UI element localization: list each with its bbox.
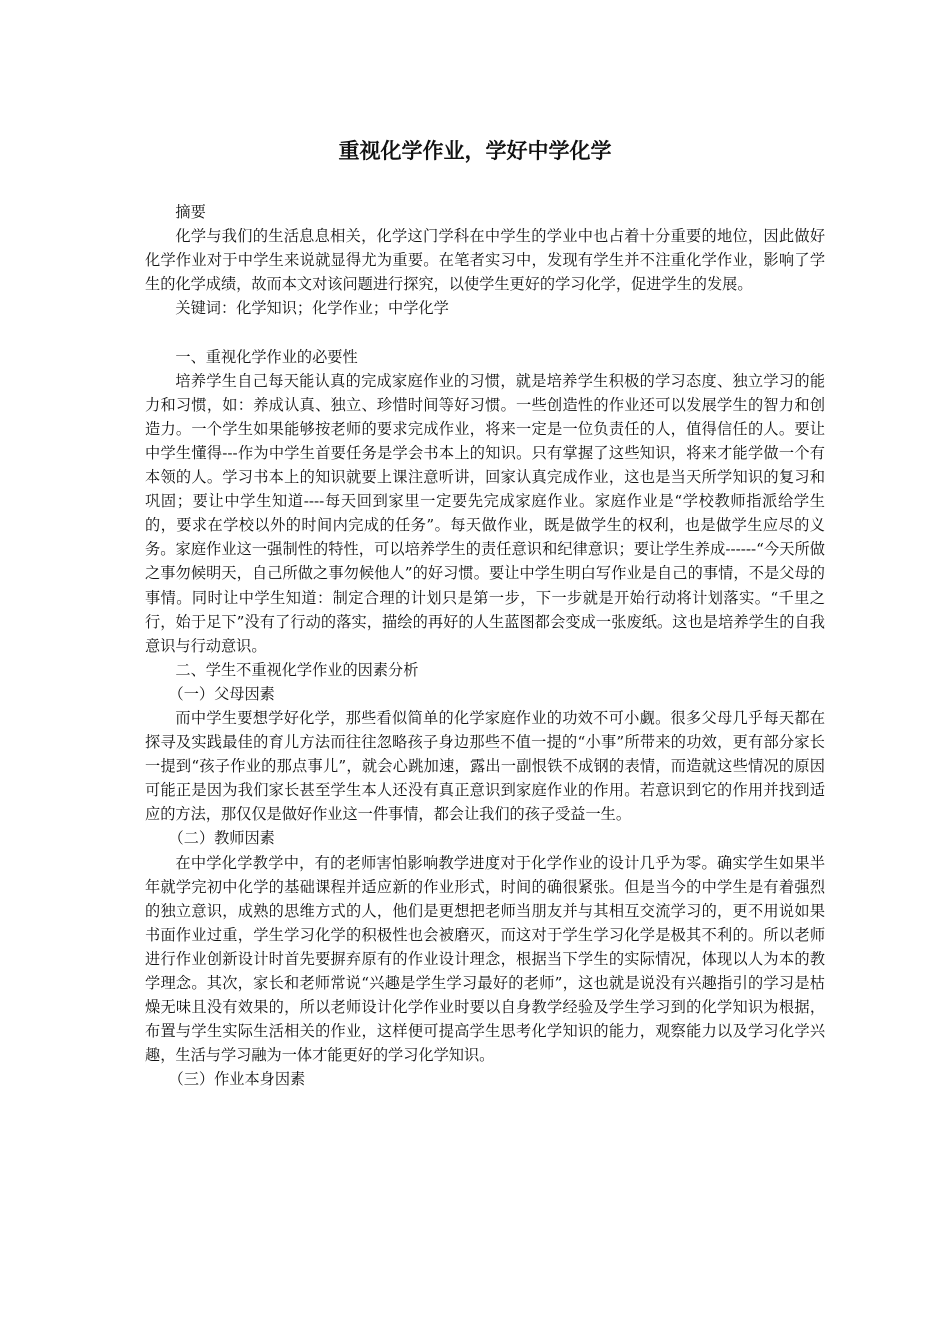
subsection-heading-3: （三）作业本身因素 xyxy=(168,1070,306,1089)
subsection-paragraph-1: 而中学生要想学好化学，那些看似简单的化学家庭作业的功效不可小觑。很多父母几乎每天都在探寻及实践最佳的育儿方法而往往忽略孩子身边那些不值一提的“小事”所带来的功效，更有部分家长一提到“孩子作业的那点事儿”，就会心跳加速，露出一副恨铁不成钢的表情，而造就这些情况的原因可能正是因为我们家长甚至学生本人还没有真正意识到家庭作业的作用。若意识到它的作用并找到适应的方法，那仅仅是做好作业这一件事情，都会让我们的孩子受益一生。 xyxy=(145,708,825,824)
document-body xyxy=(145,200,825,1091)
subsection-heading-1: （一）父母因素 xyxy=(168,684,275,703)
section-heading-2: 二、学生不重视化学作业的因素分析 xyxy=(175,660,419,679)
section-heading-1: 一、重视化学作业的必要性 xyxy=(175,347,358,366)
abstract-heading: 摘要 xyxy=(175,203,206,221)
subsection-heading-2: （二）教师因素 xyxy=(168,829,275,848)
subsection-paragraph-2: 在中学化学教学中，有的老师害怕影响教学进度对于化学作业的设计几乎为零。确实学生如果半年就学完初中化学的基础课程并适应新的作业形式，时间的确很紧张。但是当今的中学生是有着强烈的独立意识，成熟的思维方式的人，他们是更想把老师当朋友并与其相互交流学习的，更不用说如果书面作业过重，学生学习化学的积极性也会被磨灭，而这对于学生学习化学是极其不利的。所以老师进行作业创新设计时首先要摒弃原有的作业设计理念，根据当下学生的实际情况，体现以人为本的教学理念。其次，家长和老师常说“兴趣是学生学习最好的老师”，这也就是说没有兴趣指引的学习是枯燥无味且没有效果的，所以老师设计化学作业时要以自身教学经验及学生学习到的化学知识为根据，布置与学生实际生活相关的作业，这样便可提高学生思考化学知识的能力，观察能力以及学习化学兴趣，生活与学习融为一体才能更好的学习化学知识。 xyxy=(145,853,825,1065)
abstract-paragraph: 化学与我们的生活息息相关，化学这门学科在中学生的学业中也占着十分重要的地位，因此做好化学作业对于中学生来说就显得尤为重要。在笔者实习中，发现有学生并不注重化学作业，影响了学生的化学成绩，故而本文对该问题进行探究，以使学生更好的学习化学，促进学生的发展。 xyxy=(145,227,825,294)
section-paragraph-1: 培养学生自己每天能认真的完成家庭作业的习惯，就是培养学生积极的学习态度、独立学习的能力和习惯，如：养成认真、独立、珍惜时间等好习惯。一些创造性的作业还可以发展学生的智力和创造力。一个学生如果能够按老师的要求完成作业，将来一定是一位负责任的人，值得信任的人。要让中学生懂得---作为中学生首要任务是学会书本上的知识。只有掌握了这些知识，将来才能学做一个有本领的人。学习书本上的知识就要上课注意听讲，回家认真完成作业，这也是当天所学知识的复习和巩固；要让中学生知道----每天回到家里一定要先完成家庭作业。家庭作业是“学校教师指派给学生的，要求在学校以外的时间内完成的任务”。每天做作业，既是做学生的权利，也是做学生应尽的义务。家庭作业这一强制性的特性，可以培养学生的责任意识和纪律意识；要让学生养成------“今天所做之事勿候明天，自己所做之事勿候他人”的好习惯。要让中学生明白写作业是自己的事情，不是父母的事情。同时让中学生知道：制定合理的计划只是第一步，下一步就是开始行动将计划落实。“千里之行，始于足下”没有了行动的落实，描绘的再好的人生蓝图都会变成一张废纸。这也是培养学生的自我意识与行动意识。 xyxy=(145,371,825,655)
blank-line xyxy=(145,320,825,344)
keywords-line: 关键词：化学知识；化学作业；中学化学 xyxy=(175,299,449,318)
document-title: 重视化学作业，学好中学化学 xyxy=(338,138,612,163)
